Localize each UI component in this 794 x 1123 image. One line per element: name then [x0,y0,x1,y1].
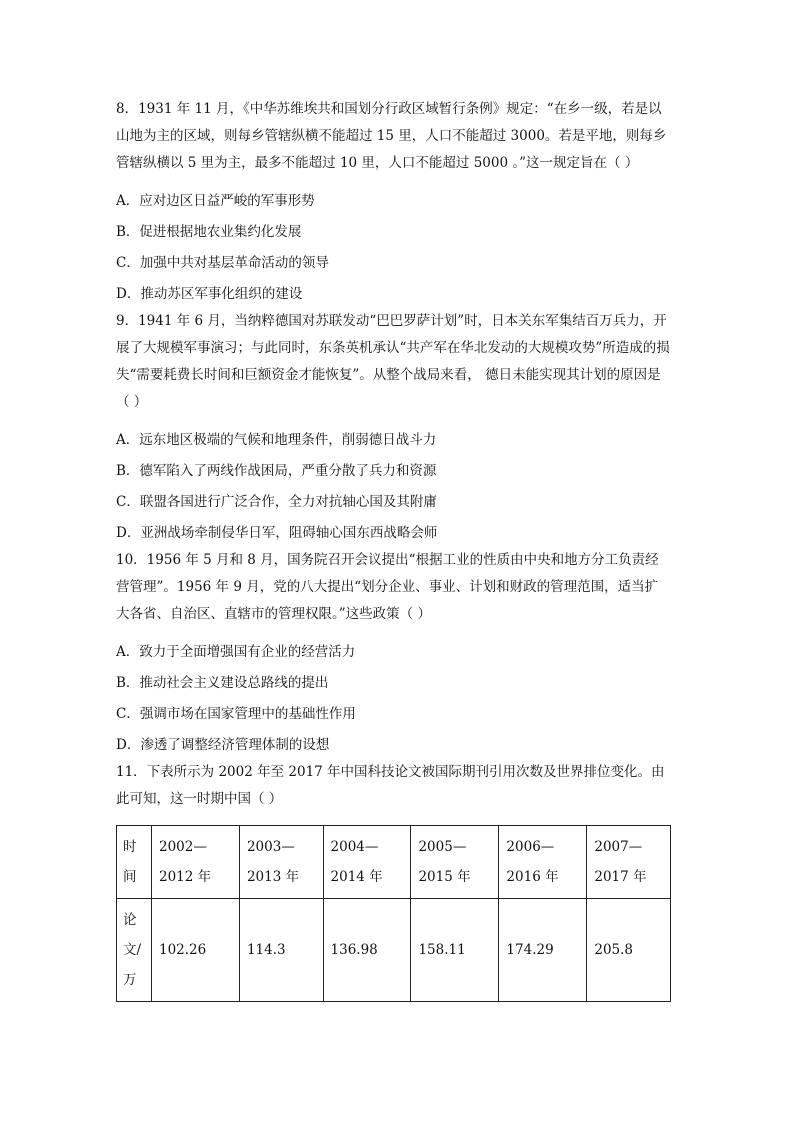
table-cell: 205.8 [587,899,671,1002]
table-header-cell: 时间 [117,826,152,899]
question-8-option-d: D．推动苏区军事化组织的建设 [116,286,303,302]
table-header-cell: 2003—2013 年 [239,826,323,899]
table-header-cell: 2006—2016 年 [499,826,587,899]
question-9-option-a: A．远东地区极端的气候和地理条件，削弱德日战斗力 [116,432,437,448]
table-cell: 158.11 [411,899,499,1002]
table-cell: 114.3 [239,899,323,1002]
citation-table [116,825,671,1002]
table-header-row [117,826,671,899]
table-header-cell: 2005—2015 年 [411,826,499,899]
table-header-cell: 2007—2017 年 [587,826,671,899]
question-8-stem: 8．1931 年 11 月，《中华苏维埃共和国划分行政区域暂行条例》规定：“在乡一级，若是以山地为主的区域，则每乡管辖纵横不能超过 15 里，人口不能超过 3000。若是平地，则每乡管辖纵横以 5 里为主，最多不能超过 10 里，人口不能超过 5000 。”这一规定旨在（ ） [116,101,667,171]
question-9-option-b: B．德军陷入了两线作战困局，严重分散了兵力和资源 [116,463,437,479]
question-8-option-c: C．加强中共对基层革命活动的领导 [116,255,329,271]
table-row [117,899,671,1002]
table-header-cell: 2002—2012 年 [152,826,240,899]
table-cell: 174.29 [499,899,587,1002]
question-10-option-a: A．致力于全面增强国有企业的经营活力 [116,644,356,660]
table-cell: 102.26 [152,899,240,1002]
question-9-option-c: C．联盟各国进行广泛合作，全力对抗轴心国及其附庸 [116,494,437,510]
question-11-stem: 11．下表所示为 2002 年至 2017 年中国科技论文被国际期刊引用次数及世界排位变化。由此可知，这一时期中国（ ） [116,764,665,807]
exam-page [116,96,671,1002]
question-10-stem: 10．1956 年 5 月和 8 月，国务院召开会议提出“根据工业的性质由中央和地方分工负责经营管理”。1956 年 9 月，党的八大提出“划分企业、事业、计划和财政的管理范围，适当扩大各省、自治区、直辖市的管理权限。”这些政策（ ） [116,552,659,622]
question-10-option-d: D．渗透了调整经济管理体制的设想 [116,737,330,753]
question-9-stem: 9．1941 年 6 月，当纳粹德国对苏联发动“巴巴罗萨计划”时，日本关东军集结百万兵力，开展了大规模军事演习；与此同时，东条英机承认“共产军在华北发动的大规模攻势”所造成的损失“需要耗费长时间和巨额资金才能恢复”。从整个战局来看， 德日未能实现其计划的原因是（ ） [116,313,670,410]
question-10-option-c: C．强调市场在国家管理中的基础性作用 [116,706,356,722]
question-10-option-b: B．推动社会主义建设总路线的提出 [116,675,329,691]
table-row-label: 论文/万 [117,899,152,1002]
question-8-option-a: A．应对边区日益严峻的军事形势 [116,193,315,209]
table-header-cell: 2004—2014 年 [323,826,411,899]
question-9-option-d: D．亚洲战场牵制侵华日军，阻碍轴心国东西战略会师 [116,525,438,541]
table-cell: 136.98 [323,899,411,1002]
question-8-option-b: B．促进根据地农业集约化发展 [116,224,302,240]
